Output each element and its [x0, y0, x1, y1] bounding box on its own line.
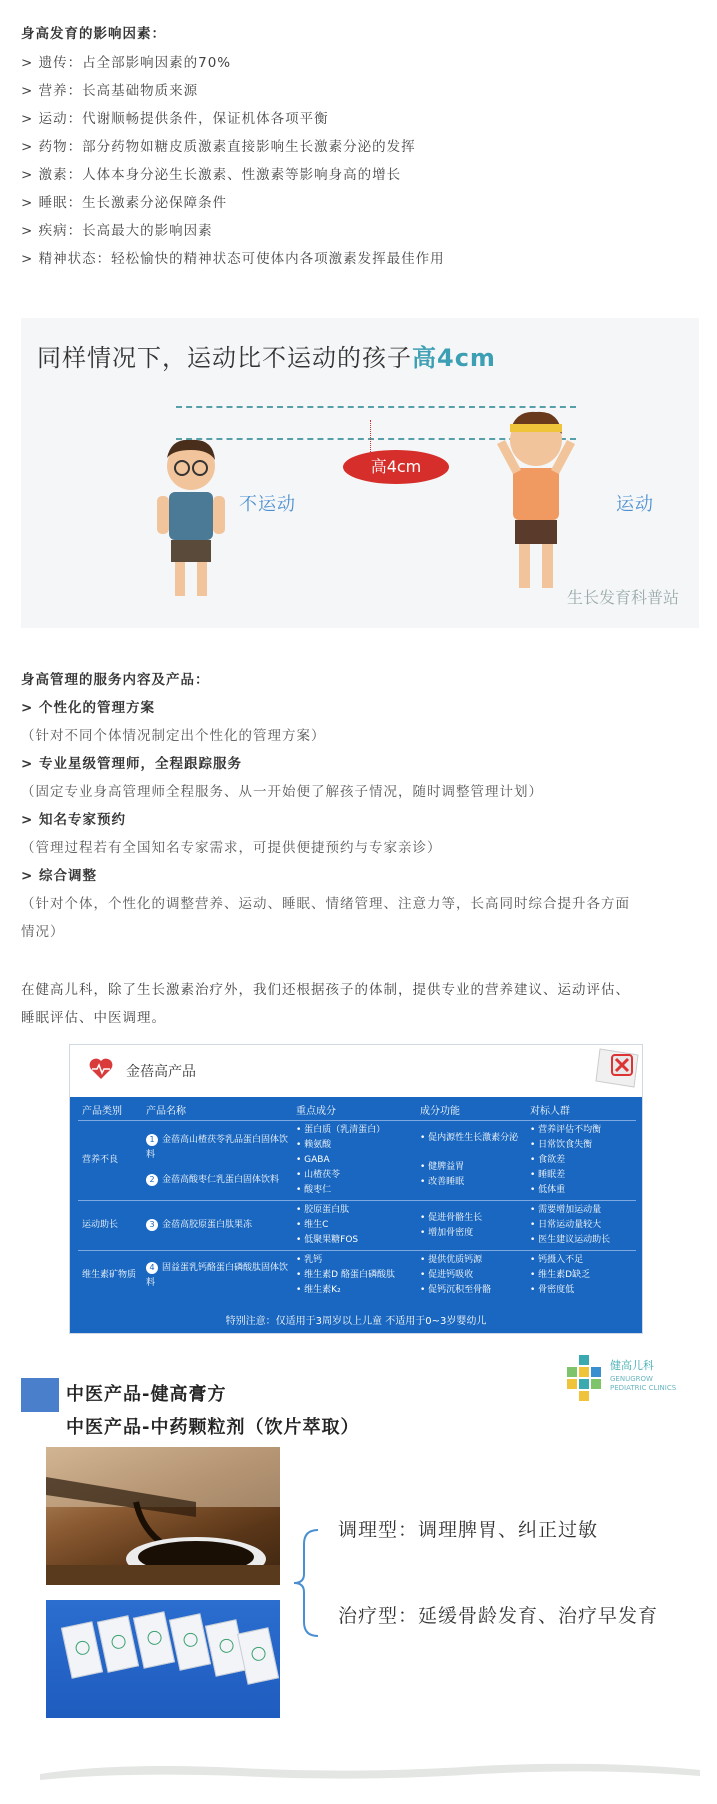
ingredient: • 酸枣仁 — [296, 1183, 412, 1198]
illustration-title-accent: 高4cm — [412, 344, 496, 372]
table-row — [78, 1121, 636, 1201]
watermark: 生长发育科普站 — [566, 588, 679, 607]
product-names-cell — [142, 1201, 292, 1251]
table-row — [78, 1251, 636, 1301]
tcm-line-regulate: 调理型：调理脾胃、纠正过敏 — [338, 1519, 599, 1541]
ingredient: • GABA — [296, 1153, 412, 1168]
product-number: 3 — [146, 1219, 158, 1231]
ingredients-cell — [292, 1201, 416, 1251]
service-title: > 综合调整 — [21, 868, 98, 884]
product-table — [78, 1099, 636, 1300]
product-name: 金蓓高胶原蛋白肽果冻 — [162, 1220, 253, 1230]
sachet — [237, 1627, 279, 1685]
services-heading: 身高管理的服务内容及产品： — [21, 672, 210, 688]
tcm-line-treatment: 治疗型：延缓骨龄发育、治疗早发育 — [338, 1605, 659, 1627]
ingredients-cell — [292, 1121, 416, 1201]
function: • 健脾益胃 — [420, 1160, 522, 1175]
factor-line: > 激素：人体本身分泌生长激素、性激素等影响身高的增长 — [21, 167, 402, 183]
exercise-label: 运动 — [616, 494, 654, 515]
ingredient: • 维生素K₂ — [296, 1283, 412, 1298]
ingredient: • 胶原蛋白肽 — [296, 1203, 412, 1218]
functions-cell — [416, 1121, 526, 1201]
section-marker — [21, 1378, 59, 1412]
child-no-exercise-figure — [151, 436, 231, 606]
factor-line: > 药物：部分药物如糖皮质激素直接影响生长激素分泌的发挥 — [21, 139, 416, 155]
tcm-title-1: 中医产品-健高膏方 — [66, 1384, 227, 1405]
target: • 食欲差 — [530, 1153, 632, 1168]
product-number: 2 — [146, 1174, 158, 1186]
targets-cell — [526, 1251, 636, 1301]
factor-line: > 遗传：占全部影响因素的70% — [21, 55, 232, 71]
ingredient: • 维生素D 酪蛋白磷酸肽 — [296, 1268, 412, 1283]
service-title: > 个性化的管理方案 — [21, 700, 156, 716]
herbal-paste-photo — [46, 1447, 280, 1585]
logo-text-en-line: PEDIATRIC CLINICS — [610, 1384, 677, 1392]
product-names-cell — [142, 1251, 292, 1301]
target: • 钙摄入不足 — [530, 1253, 632, 1268]
ingredient: • 蛋白质（乳清蛋白） — [296, 1123, 412, 1138]
factors-heading: 身高发育的影响因素： — [21, 26, 166, 42]
function: • 改善睡眠 — [420, 1175, 522, 1190]
target: • 睡眠差 — [530, 1168, 632, 1183]
product-note: 特别注意：仅适用于3周岁以上儿童 不适用于0~3岁婴幼儿 — [225, 1316, 487, 1327]
herbal-paste-image — [46, 1447, 280, 1585]
clinic-logo — [560, 1353, 700, 1405]
granule-sachets-photo — [46, 1600, 280, 1718]
sachet — [169, 1613, 211, 1671]
category-cell: 运动助长 — [78, 1201, 142, 1251]
targets-cell — [526, 1121, 636, 1201]
factor-line: > 营养：长高基础物质来源 — [21, 83, 199, 99]
table-row — [78, 1201, 636, 1251]
factor-line: > 运动：代谢顺畅提供条件，保证机体各项平衡 — [21, 111, 329, 127]
brace-icon — [290, 1528, 320, 1638]
service-desc-cont: 情况） — [21, 924, 65, 940]
target: • 需要增加运动量 — [530, 1203, 632, 1218]
close-icon[interactable] — [594, 1045, 642, 1089]
logo-text-en-line: GENUGROW — [610, 1375, 653, 1383]
ingredient: • 维生C — [296, 1218, 412, 1233]
illustration-title — [37, 338, 496, 373]
sachet — [97, 1615, 139, 1673]
logo-text-cn: 健高儿科 — [610, 1359, 654, 1372]
logo-text-en — [610, 1375, 676, 1393]
service-desc: （针对不同个体情况制定出个性化的管理方案） — [21, 728, 326, 744]
product-card-header — [70, 1045, 642, 1097]
service-desc: （管理过程若有全国知名专家需求，可提供便捷预约与专家亲诊） — [21, 840, 442, 856]
ingredient: • 山楂茯苓 — [296, 1168, 412, 1183]
functions-cell — [416, 1251, 526, 1301]
function: • 促内源性生长激素分泌 — [420, 1131, 522, 1146]
function: • 提供优质钙源 — [420, 1253, 522, 1268]
child-exercise-figure — [491, 404, 581, 606]
col-header: 成分功能 — [420, 1106, 460, 1117]
services-section — [21, 668, 701, 968]
target: • 维生素D缺乏 — [530, 1268, 632, 1283]
product-name: 金蓓高山楂茯苓乳品蛋白固体饮料 — [146, 1135, 289, 1160]
heart-icon — [88, 1057, 114, 1081]
factor-line: > 疾病：长高最大的影响因素 — [21, 223, 213, 239]
col-header: 产品类别 — [82, 1106, 122, 1117]
service-title: > 专业星级管理师，全程跟踪服务 — [21, 756, 243, 772]
illustration-title-text: 同样情况下，运动比不运动的孩子 — [37, 344, 412, 372]
no-exercise-label: 不运动 — [239, 494, 296, 515]
target: • 营养评估不均衡 — [530, 1123, 632, 1138]
product-card-title: 金蓓高产品 — [126, 1064, 196, 1080]
category-cell: 营养不良 — [78, 1121, 142, 1201]
factor-line: > 精神状态：轻松愉快的精神状态可使体内各项激素发挥最佳作用 — [21, 251, 445, 267]
exercise-illustration — [21, 318, 699, 628]
function: • 促进骨骼生长 — [420, 1211, 522, 1226]
service-title: > 知名专家预约 — [21, 812, 127, 828]
col-header: 重点成分 — [296, 1106, 336, 1117]
target: • 医生建议运动助长 — [530, 1233, 632, 1248]
col-header: 对标人群 — [530, 1106, 570, 1117]
target: • 日常饮食失衡 — [530, 1138, 632, 1153]
product-names-cell — [142, 1121, 292, 1201]
category-cell: 维生素矿物质 — [78, 1251, 142, 1301]
target: • 骨密度低 — [530, 1283, 632, 1298]
product-number: 4 — [146, 1262, 158, 1274]
function: • 增加骨密度 — [420, 1226, 522, 1241]
height-diff-tag: 高4cm — [343, 450, 449, 484]
plus-logo-icon — [564, 1355, 604, 1401]
ingredient: • 乳钙 — [296, 1253, 412, 1268]
functions-cell — [416, 1201, 526, 1251]
product-name: 固益蛋乳钙酪蛋白磷酸肽固体饮料 — [146, 1262, 289, 1288]
function: • 促进钙吸收 — [420, 1268, 522, 1283]
targets-cell — [526, 1201, 636, 1251]
ingredients-cell — [292, 1251, 416, 1301]
intro-line: 在健高儿科，除了生长激素治疗外，我们还根据孩子的体制，提供专业的营养建议、运动评估、 — [21, 982, 630, 998]
service-desc: （固定专业身高管理师全程服务、从一开始便了解孩子情况，随时调整管理计划） — [21, 784, 543, 800]
ingredient: • 低聚果糖FOS — [296, 1233, 412, 1248]
intro-line: 睡眠评估、中医调理。 — [21, 1010, 166, 1026]
product-number: 1 — [146, 1134, 158, 1146]
target: • 低体重 — [530, 1183, 632, 1198]
service-desc: （针对个体，个性化的调整营养、运动、睡眠、情绪管理、注意力等，长高同时综合提升各方面 — [21, 896, 630, 912]
intro-section — [21, 978, 701, 1038]
height-diff-marker — [370, 420, 371, 452]
brush-divider — [40, 1760, 700, 1782]
product-name: 金蓓高酸枣仁乳蛋白固体饮料 — [162, 1175, 280, 1185]
factors-section — [21, 22, 701, 267]
col-header: 产品名称 — [146, 1106, 186, 1117]
table-header-row — [78, 1099, 636, 1121]
factor-line: > 睡眠：生长激素分泌保障条件 — [21, 195, 228, 211]
product-table-card — [69, 1044, 643, 1334]
tcm-title-2: 中医产品-中药颗粒剂（饮片萃取） — [66, 1417, 360, 1438]
target: • 日常运动量较大 — [530, 1218, 632, 1233]
ingredient: • 赖氨酸 — [296, 1138, 412, 1153]
function: • 促钙沉积至骨骼 — [420, 1283, 522, 1298]
sachet — [61, 1621, 103, 1679]
